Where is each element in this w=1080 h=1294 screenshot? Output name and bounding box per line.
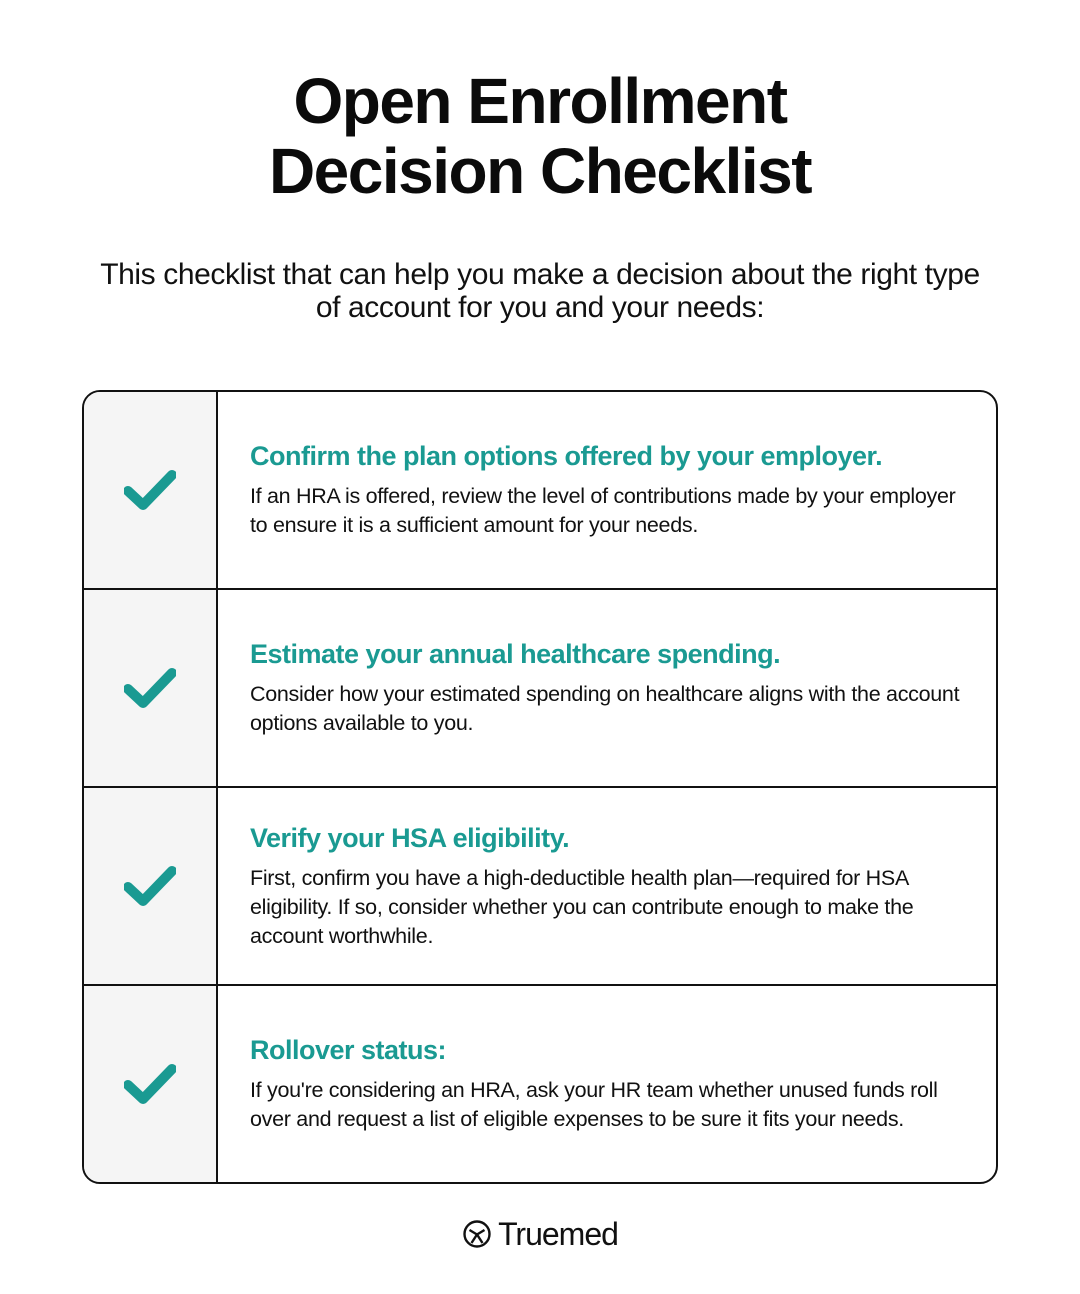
brand-name: Truemed (498, 1216, 618, 1252)
intro-text: This checklist that can help you make a decision about the right type of account for you and your needs: (100, 258, 980, 324)
check-cell (84, 986, 218, 1182)
item-title: Verify your HSA eligibility. (250, 822, 570, 853)
item-text (218, 392, 996, 588)
page-title (0, 66, 1080, 206)
item-description: If you're considering an HRA, ask your HR team whether unused funds roll over and request a list of eligible expenses to be sure it fits your needs. (250, 1078, 938, 1131)
page-title-line-1: Open Enrollment (293, 65, 787, 137)
item-text (218, 788, 996, 984)
checklist-item (84, 392, 996, 590)
check-cell (84, 392, 218, 588)
item-description: Consider how your estimated spending on healthcare aligns with the account options available to you. (250, 682, 960, 735)
item-text (218, 590, 996, 786)
item-description: If an HRA is offered, review the level of contributions made by your employer to ensure it is a sufficient amount for your needs. (250, 484, 956, 537)
checkmark-icon (124, 865, 176, 907)
item-title: Rollover status: (250, 1035, 447, 1065)
check-cell (84, 590, 218, 786)
checkmark-icon (124, 667, 176, 709)
page-title-line-2: Decision Checklist (268, 135, 812, 207)
checkmark-icon (124, 469, 176, 511)
item-title: Confirm the plan options offered by your employer. (250, 441, 883, 471)
checklist-item (84, 590, 996, 788)
checkmark-icon (124, 1063, 176, 1105)
checklist-item (84, 986, 996, 1182)
item-title: Estimate your annual healthcare spending. (250, 639, 781, 669)
checklist-item (84, 788, 996, 986)
checklist-table (82, 390, 998, 1184)
item-text (218, 986, 996, 1182)
check-cell (84, 788, 218, 984)
item-description: First, confirm you have a high-deductible health plan—required for HSA eligibility. If so, consider whether you can contribute enough to make the account worthwhile. (250, 865, 914, 948)
brand-footer (0, 1216, 1080, 1252)
truemed-logo-icon (462, 1219, 492, 1249)
